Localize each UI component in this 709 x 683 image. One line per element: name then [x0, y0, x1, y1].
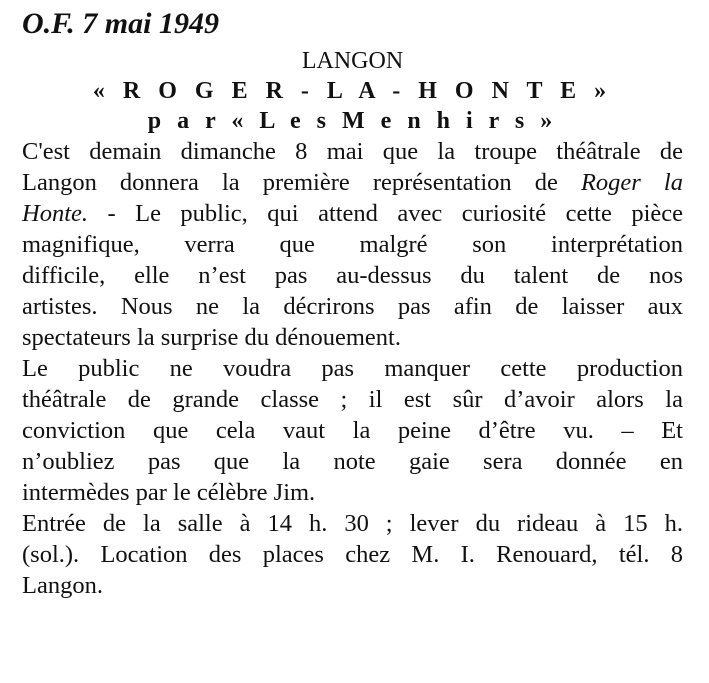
paragraph-1: [22, 136, 683, 353]
paragraph-3: [22, 508, 683, 601]
text-line: [22, 198, 683, 229]
text-run: Langon donnera la première représentation de: [22, 169, 581, 196]
text-line: magnifique, verra que malgré son interprétation: [22, 231, 683, 258]
source-date-heading: O.F. 7 mai 1949: [22, 7, 219, 40]
text-line: Le public ne voudra pas manquer cette production: [22, 355, 683, 382]
text-line: théâtrale de grande classe ; il est sûr d’avoir alors la: [22, 386, 683, 413]
text-line: C'est demain dimanche 8 mai que la troupe théâtrale de: [22, 138, 683, 165]
play-title-italic: Roger la: [580, 169, 683, 196]
text-line: n’oubliez pas que la note gaie sera donnée en: [22, 448, 683, 475]
text-line: artistes. Nous ne la décrirons pas afin de laisser aux: [22, 293, 683, 320]
text-line: (sol.). Location des places chez M. I. Renouard, tél. 8: [22, 541, 683, 568]
text-line: Entrée de la salle à 14 h. 30 ; lever du rideau à 15 h.: [22, 510, 683, 537]
text-line: spectateurs la surprise du dénouement.: [22, 324, 401, 351]
text-line: conviction que cela vaut la peine d’être vu. – Et: [22, 417, 683, 444]
text-line: Langon.: [22, 572, 103, 599]
article-title: « R O G E R - L A - H O N T E »: [92, 78, 613, 104]
article-place: LANGON: [301, 48, 404, 74]
article-subtitle: p a r « L e s M e n h i r s »: [147, 108, 558, 134]
text-line: difficile, elle n’est pas au-dessus du talent de nos: [22, 262, 683, 289]
paragraph-2: [22, 353, 683, 508]
text-line: intermèdes par le célèbre Jim.: [22, 479, 316, 506]
text-line: [22, 167, 683, 198]
text-run: - Le public, qui attend avec curiosité cette pièce: [88, 200, 683, 227]
play-title-italic: Honte.: [22, 200, 88, 227]
